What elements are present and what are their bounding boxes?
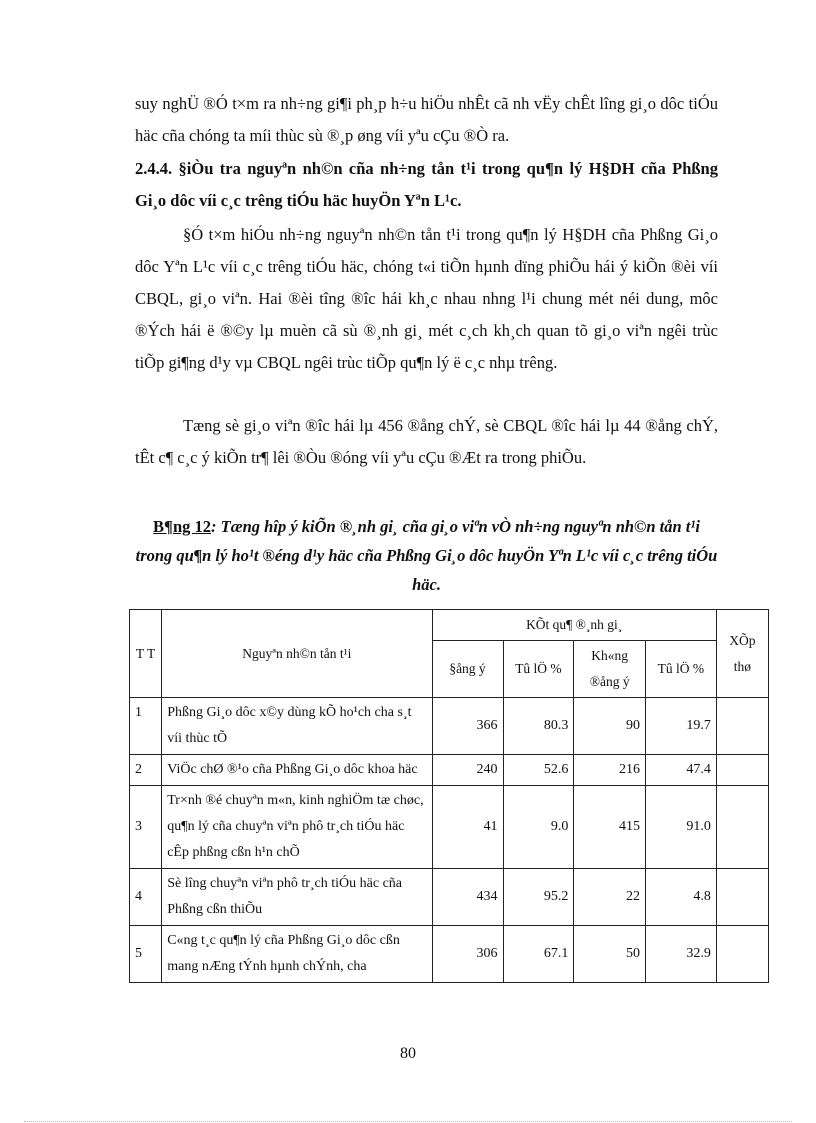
table-caption [135,512,718,599]
row-index: 1 [130,698,162,755]
row-index: 2 [130,755,162,786]
row-disagree-pct: 91.0 [645,786,716,869]
row-disagree: 22 [574,869,646,926]
row-agree: 434 [432,869,503,926]
row-disagree-pct: 32.9 [645,926,716,983]
row-rank [716,926,768,983]
row-disagree: 216 [574,755,646,786]
row-cause: C«ng t¸c qu¶n lý cña Phßng Gi¸o dôc cßn mang nÆng tÝnh hµnh chÝnh, cha [162,926,432,983]
table-row [130,755,769,786]
row-rank [716,869,768,926]
col-result-header: KÕt qu¶ ®¸nh gi¸ [432,610,716,641]
col-tt-header: T T [130,610,162,698]
paragraph-continuation: suy nghÜ ®Ó t×m ra nh÷ng gi¶i ph¸p h÷u hiÖu nhÊt cã nh vËy chÊt lîng gi¸o dôc tiÓu häc cña chóng ta míi thùc sù ®¸p øng víi yªu cÇu ®Ò ra. [135,94,718,145]
row-agree-pct: 67.1 [503,926,574,983]
row-agree: 306 [432,926,503,983]
row-rank [716,698,768,755]
table-row [130,786,769,869]
table-row [130,926,769,983]
row-index: 4 [130,869,162,926]
row-cause: ViÖc chØ ®¹o cña Phßng Gi¸o dôc khoa häc [162,755,432,786]
paragraph-total: Tæng sè gi¸o viªn ®îc hái lµ 456 ®ång chÝ, sè CBQL ®îc hái lµ 44 ®ång chÝ, tÊt c¶ c¸c ý kiÕn tr¶ lêi ®Òu ®óng víi yªu cÇu ®Æt ra trong phiÕu. [135,416,718,467]
table-caption-text: : Tæng hîp ý kiÕn ®¸nh gi¸ cña gi¸o viªn vÒ nh÷ng nguyªn nh©n tån t¹i trong qu¶n lý ho¹t ®éng d¹y häc cña Phßng Gi¸o dôc huyÖn Yªn L¹c víi c¸c trêng tiÓu häc. [135,517,718,594]
row-cause: Tr×nh ®é chuyªn m«n, kinh nghiÖm tæ chøc, qu¶n lý cña chuyªn viªn phô tr¸ch tiÓu häc cÊp phßng cßn h¹n chÕ [162,786,432,869]
row-disagree: 50 [574,926,646,983]
row-disagree: 415 [574,786,646,869]
section-heading: 2.4.4. §iÒu tra nguyªn nh©n cña nh÷ng tån t¹i trong qu¶n lý H§DH cña Phßng Gi¸o dôc víi c¸c trêng tiÓu häc huyÖn Yªn L¹c. [135,159,718,210]
row-cause: Sè lîng chuyªn viªn phô tr¸ch tiÓu häc cña Phßng cßn thiÕu [162,869,432,926]
paragraph-method: §Ó t×m hiÓu nh÷ng nguyªn nh©n tån t¹i trong qu¶n lý H§DH cña Phßng Gi¸o dôc Yªn L¹c víi c¸c trêng tiÓu häc, chóng t«i tiÕn hµnh dïng phiÕu hái ý kiÕn ®èi víi CBQL, gi¸o viªn. Hai ®èi tîng ®îc hái kh¸c nhau nhng l¹i chung mét néi dung, môc ®Ých hái ë ®©y lµ muèn cã sù ®¸nh gi¸ mét c¸ch kh¸ch quan tõ gi¸o viªn ngêi trùc tiÕp gi¶ng d¹y vµ CBQL ngêi trùc tiÕp qu¶n lý ë c¸c nhµ trêng. [135,225,718,372]
row-cause: Phßng Gi¸o dôc x©y dùng kÕ ho¹ch cha s¸t víi thùc tÕ [162,698,432,755]
table-caption-label: B¶ng 12 [153,517,212,536]
row-agree: 366 [432,698,503,755]
col-cause-header: Nguyªn nh©n tån t¹i [162,610,432,698]
row-index: 5 [130,926,162,983]
row-agree-pct: 9.0 [503,786,574,869]
col-agree-pct-header: Tû lÖ % [503,641,574,698]
table-row [130,698,769,755]
row-agree-pct: 80.3 [503,698,574,755]
row-disagree-pct: 4.8 [645,869,716,926]
row-agree: 240 [432,755,503,786]
row-agree-pct: 52.6 [503,755,574,786]
row-agree: 41 [432,786,503,869]
row-disagree-pct: 47.4 [645,755,716,786]
col-agree-header: §ång ý [432,641,503,698]
col-disagree-pct-header: Tû lÖ % [645,641,716,698]
survey-table [129,609,769,983]
table-row [130,869,769,926]
col-rank-header: XÕp thø [716,610,768,698]
row-disagree: 90 [574,698,646,755]
row-index: 3 [130,786,162,869]
col-disagree-header: Kh«ng ®ång ý [574,641,646,698]
row-disagree-pct: 19.7 [645,698,716,755]
row-rank [716,755,768,786]
table-header-row [130,610,769,641]
row-agree-pct: 95.2 [503,869,574,926]
row-rank [716,786,768,869]
page-bottom-divider [24,1121,792,1122]
page-number: 80 [400,1045,416,1062]
